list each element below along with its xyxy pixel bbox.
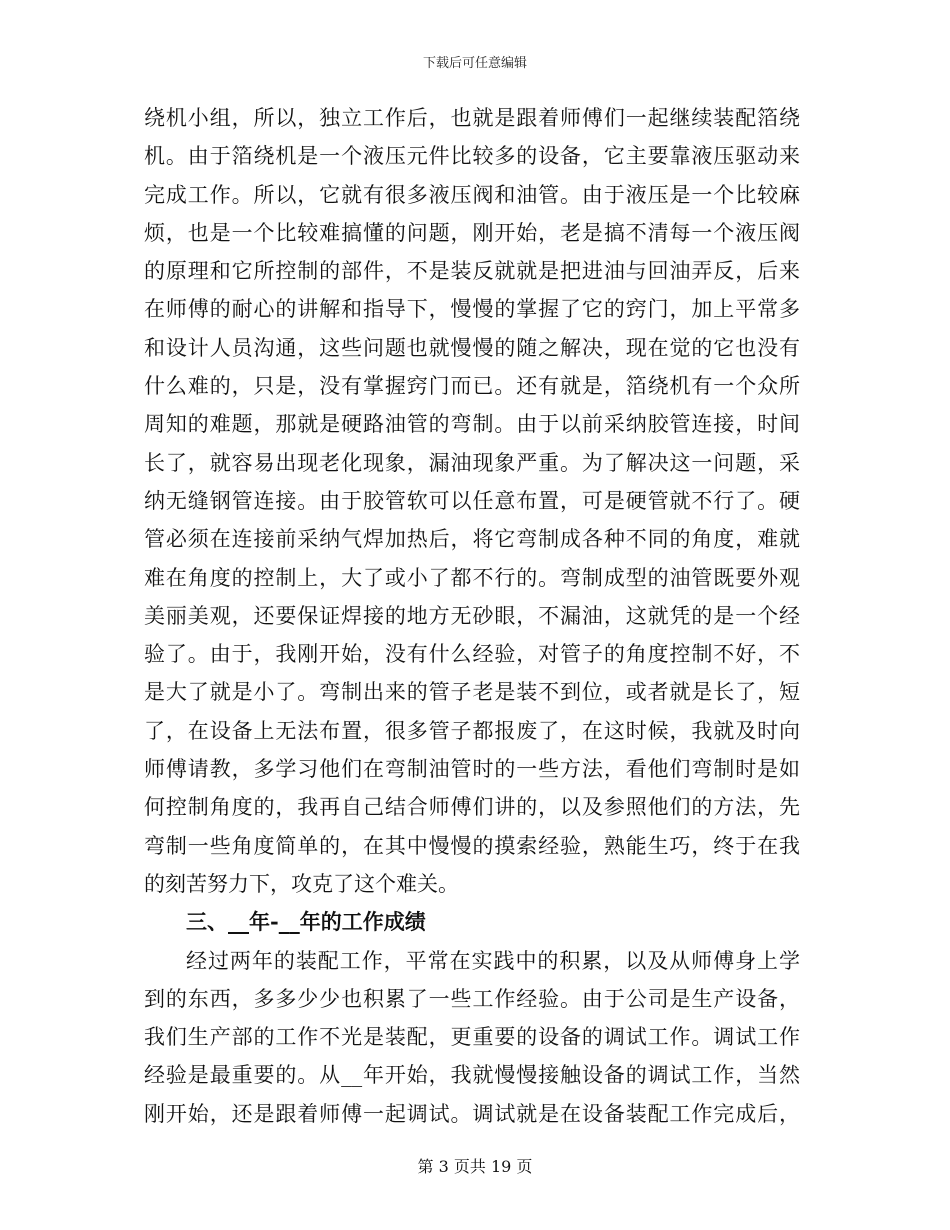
text-line: 绕机小组，所以，独立工作后，也就是跟着师傅们一起继续装配箔绕 xyxy=(144,106,800,130)
text-line: 经验是最重要的。从__年开始，我就慢慢接触设备的调试工作，当然 xyxy=(144,1063,800,1088)
text-line: 我们生产部的工作不光是装配，更重要的设备的调试工作。调试工作 xyxy=(144,1025,800,1050)
text-line: 验了。由于，我刚开始，没有什么经验，对管子的角度控制不好，不 xyxy=(144,642,800,667)
text-line: 是大了就是小了。弯制出来的管子老是装不到位，或者就是长了，短 xyxy=(144,680,800,705)
text-line: 纳无缝钢管连接。由于胶管软可以任意布置，可是硬管就不行了。硬 xyxy=(144,488,800,513)
text-line: 师傅请教，多学习他们在弯制油管时的一些方法，看他们弯制时是如 xyxy=(144,757,800,782)
text-line: 难在角度的控制上，大了或小了都不行的。弯制成型的油管既要外观 xyxy=(144,565,800,590)
section-heading: 三、__年-__年的工作成绩 xyxy=(186,909,426,935)
text-line: 到的东西，多多少少也积累了一些工作经验。由于公司是生产设备， xyxy=(144,986,800,1011)
text-line: 何控制角度的，我再自己结合师傅们讲的，以及参照他们的方法，先 xyxy=(144,795,800,820)
text-line: 的原理和它所控制的部件，不是装反就就是把进油与回油弄反，后来 xyxy=(144,259,800,284)
text-line: 烦，也是一个比较难搞懂的问题，刚开始，老是搞不清每一个液压阀 xyxy=(144,220,800,245)
text-line: 经过两年的装配工作，平常在实践中的积累，以及从师傅身上学 xyxy=(186,948,800,973)
text-line: 刚开始，还是跟着师傅一起调试。调试就是在设备装配工作完成后， xyxy=(144,1101,800,1126)
document-body xyxy=(144,99,800,1133)
text-line: 弯制一些角度简单的，在其中慢慢的摸索经验，熟能生巧，终于在我 xyxy=(144,833,800,858)
text-line: 管必须在连接前采纳气焊加热后，将它弯制成各种不同的角度，难就 xyxy=(144,527,800,552)
text-line: 了，在设备上无法布置，很多管子都报废了，在这时候，我就及时向 xyxy=(144,718,800,743)
text-line: 和设计人员沟通，这些问题也就慢慢的随之解决，现在觉的它也没有 xyxy=(144,335,800,360)
page-number: 第 3 页共 19 页 xyxy=(417,1157,533,1176)
paragraph-assembly-experience xyxy=(144,99,800,903)
text-line: 在师傅的耐心的讲解和指导下，慢慢的掌握了它的窍门，加上平常多 xyxy=(144,297,800,322)
text-line: 完成工作。所以，它就有很多液压阀和油管。由于液压是一个比较麻 xyxy=(144,182,800,207)
text-line: 什么难的，只是，没有掌握窍门而已。还有就是，箔绕机有一个众所 xyxy=(144,374,800,399)
page-header: 下载后可任意编辑 xyxy=(422,56,527,71)
paragraph-work-achievements xyxy=(144,942,800,1133)
text-line: 美丽美观，还要保证焊接的地方无砂眼，不漏油，这就凭的是一个经 xyxy=(144,603,800,628)
text-line: 机。由于箔绕机是一个液压元件比较多的设备，它主要靠液压驱动来 xyxy=(144,144,800,169)
text-line: 长了，就容易出现老化现象，漏油现象严重。为了解决这一问题，采 xyxy=(144,450,800,475)
text-line: 周知的难题，那就是硬路油管的弯制。由于以前采纳胶管连接，时间 xyxy=(144,412,800,437)
text-line: 的刻苦努力下，攻克了这个难关。 xyxy=(144,871,459,896)
